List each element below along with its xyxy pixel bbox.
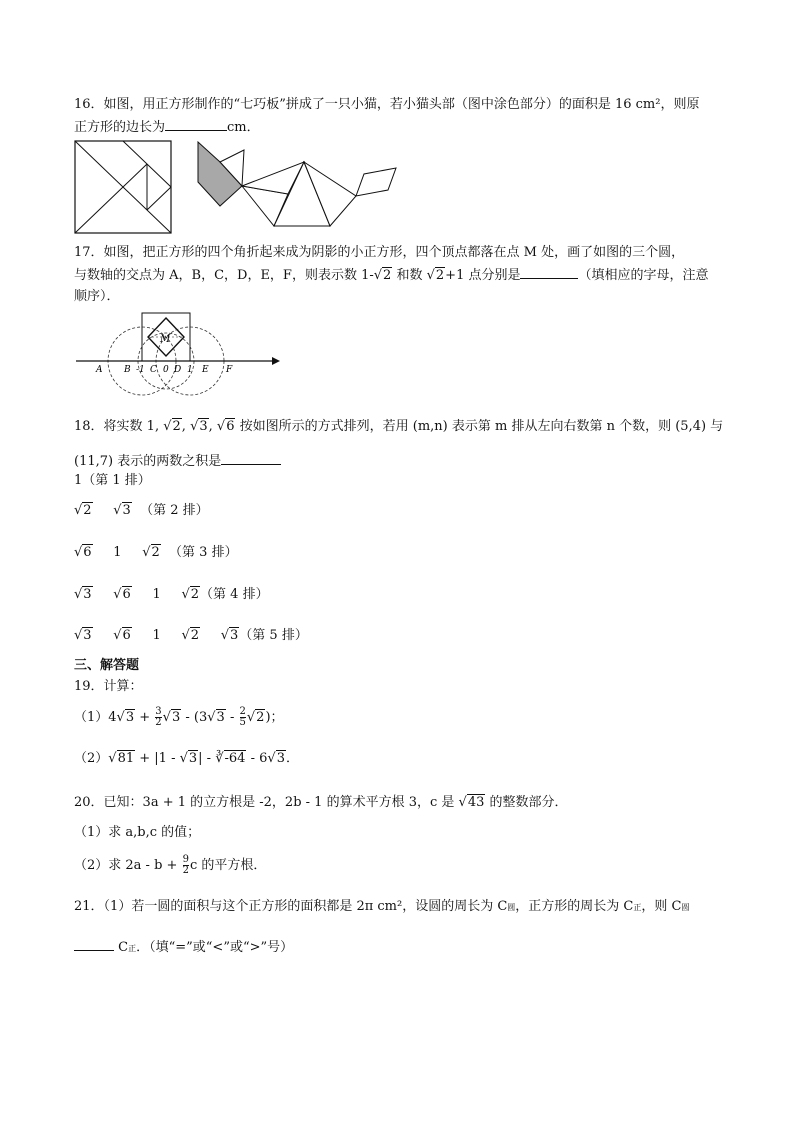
label-0: 0 [163, 365, 169, 375]
sqrt-symbol: √ [113, 503, 122, 518]
frac-den: 2 [182, 865, 189, 876]
q19-p2-s3: 3 [188, 751, 198, 766]
sqrt-symbol: √ [220, 628, 229, 643]
q16-text-b: 正方形的边长为 [74, 120, 166, 135]
q17-line2-a: 与数轴的交点为 A，B，C，D，E，F，则表示数 1- [74, 268, 374, 283]
q20-part1 [74, 824, 200, 842]
row4-v1: 3 [83, 587, 92, 602]
sqrt-symbol: √ [74, 503, 83, 518]
q16-text-a: 16．如图，用正方形制作的“七巧板”拼成了一只小猫，若小猫头部（图中涂色部分）的面积是 16 cm²，则原 [74, 97, 700, 112]
tangram-right-cut [147, 187, 171, 210]
row2-v2: 3 [122, 503, 131, 518]
q18-row3 [74, 544, 238, 562]
sqrt-symbol: √ [74, 628, 83, 643]
answer-blank-q21[interactable] [74, 938, 114, 951]
q21-line2-a: C [114, 940, 129, 955]
row4-v2: 6 [122, 587, 131, 602]
frac-den: 2 [155, 717, 162, 728]
q20-line1 [74, 794, 568, 812]
q20-p1: （1）求 a,b,c 的值； [74, 825, 201, 840]
sqrt-symbol: √ [216, 419, 226, 434]
q17-line2-c: +1 点分别是 [445, 268, 521, 283]
cat-tail-tip [356, 168, 396, 196]
frac-num: 3 [155, 706, 162, 717]
row4-label: （第 4 排） [200, 587, 269, 602]
q21-line2-b: ．（填“=”或“<”或“>”号） [136, 940, 294, 955]
q16-line2 [74, 118, 260, 137]
frac-num: 2 [239, 706, 246, 717]
sqrt-symbol: √ [179, 751, 188, 766]
q21-line2 [74, 938, 293, 958]
number-line-labels [95, 365, 233, 375]
q19-p2-e: ． [285, 751, 299, 766]
q19-p1-s3: 3 [216, 710, 225, 725]
q16-text-c: cm． [227, 120, 260, 135]
q18-row2 [74, 502, 209, 520]
sqrt-symbol: √ [267, 751, 276, 766]
sqrt-symbol: √ [74, 545, 83, 560]
q19-title: 19．计算： [74, 679, 143, 694]
q17-line1 [74, 244, 684, 262]
row3-label: （第 3 排） [169, 545, 238, 560]
q17-line3-text: 顺序）． [74, 289, 120, 304]
row5-v2: 6 [122, 628, 131, 643]
sqrt-symbol: √ [162, 710, 171, 725]
q17-line1-text: 17．如图，把正方形的四个角折起来成为阴影的小正方形，四个顶点都落在点 M 处，画了如图的三个圆， [74, 245, 685, 260]
q17-line3 [74, 288, 120, 306]
sqrt-symbol: √ [246, 710, 256, 725]
q17-line2-d: （填相应的字母，注意 [578, 268, 709, 283]
sqrt-symbol: √ [181, 628, 190, 643]
q18-row1 [74, 472, 151, 490]
q20-p2-b: c 的平方根． [189, 858, 267, 873]
sqrt-symbol: √ [74, 587, 83, 602]
q19-p1-s2: 3 [171, 710, 181, 725]
label-b: B [124, 365, 131, 375]
q19-p2-cbrt: -64 [224, 751, 246, 766]
label-f: F [226, 365, 233, 375]
subscript-zheng-2: 正 [128, 944, 137, 953]
sqrt-symbol: √ [163, 419, 172, 434]
fraction-3-2 [155, 707, 161, 728]
label-a: A [96, 365, 103, 375]
q21-line1-a: 21．（1）若一圆的面积与这个正方形的面积都是 2π cm²，设圆的周长为 C [74, 899, 508, 914]
sqrt-symbol: √ [108, 751, 117, 766]
q21-line1-c: ，则 C [641, 899, 682, 914]
q19-p2-d: - 6 [246, 751, 268, 766]
sqrt-symbol: √ [190, 419, 199, 434]
q16-line1 [74, 96, 699, 114]
subscript-yuan: 圆 [507, 903, 516, 912]
label-d: D [174, 365, 182, 375]
sqrt-symbol: √ [207, 710, 216, 725]
row4-v3: 1 [152, 587, 161, 602]
q20-line1-a: 20．已知：3a + 1 的立方根是 -2，2b - 1 的算术平方根 3，c 是 [74, 795, 459, 810]
q19-part1 [74, 704, 284, 732]
q18-line2 [74, 452, 281, 471]
tangram-cat-figure [196, 140, 406, 228]
q18-sqrt6: 6 [226, 419, 235, 434]
sqrt-symbol: √ [113, 587, 122, 602]
frac-num: 9 [182, 854, 189, 865]
sqrt-symbol: √ [142, 545, 151, 560]
row3-v2: 1 [113, 545, 122, 560]
row3-v1: 6 [83, 545, 92, 560]
cbrt-symbol: ∛ [215, 751, 224, 766]
q18-row5 [74, 627, 308, 645]
q19-p2-s3b: 3 [276, 751, 285, 766]
answer-blank-q17[interactable] [520, 266, 578, 279]
q18-line1-b: 按如图所示的方式排列，若用 (m,n) 表示第 m 排从左向右数第 n 个数，则 (5,4) 与 [235, 419, 724, 434]
q19-p1-s1: 3 [125, 710, 135, 725]
row5-label: （第 5 排） [239, 628, 308, 643]
q19-p2-s81: 81 [117, 751, 135, 766]
q19-p2-c: | - [198, 751, 216, 766]
sqrt-symbol: √ [458, 795, 467, 810]
row2-label: （第 2 排） [140, 503, 209, 518]
sqrt-symbol: √ [116, 710, 125, 725]
q19-p1-b: + [135, 710, 155, 725]
sqrt-symbol: √ [113, 628, 122, 643]
q18-line1: 18．将实数 1, √2, √3, √6 按如图所示的方式排列，若用 (m,n) 表示第 m 排从左向右数第 n 个数，则 (5,4) 与 [74, 419, 724, 434]
q17-line2-b: 和数 [392, 268, 427, 283]
q19-part2 [74, 750, 299, 768]
q19-p1-e: )； [265, 710, 284, 725]
number-line-arrow [272, 357, 280, 365]
q18-line2-text: (11,7) 表示的两数之积是 [74, 454, 222, 469]
tangram-mid-cut [123, 164, 147, 187]
q20-part2 [74, 852, 266, 880]
sqrt-symbol: √ [426, 268, 435, 283]
q19-p1-s4: 2 [256, 710, 265, 725]
label-1: 1 [187, 365, 193, 375]
row5-v3: 1 [152, 628, 161, 643]
q21-line1-b: ，正方形的周长为 C [515, 899, 634, 914]
q18-sqrt2: 2 [172, 419, 181, 434]
q20-p2-a: （2）求 2a - b + [74, 858, 182, 873]
row4-v4: 2 [190, 587, 200, 602]
q19-p2-a: （2） [74, 751, 109, 766]
section-heading [74, 657, 139, 675]
label-c: C [150, 365, 157, 375]
q18-row4 [74, 586, 269, 604]
q17-line2 [74, 266, 708, 285]
point-m-label: M [160, 334, 171, 345]
row2-v1: 2 [83, 503, 92, 518]
sqrt-symbol: √ [373, 268, 383, 283]
q17-sqrt-1: 2 [383, 268, 392, 283]
q19-title-line [74, 678, 143, 696]
row5-v5: 3 [230, 628, 239, 643]
q19-p1-a: （1）4 [74, 710, 117, 725]
frac-den: 5 [239, 717, 246, 728]
tangram-square-figure [74, 140, 172, 234]
fraction-9-2 [183, 855, 189, 876]
q19-p1-c: - (3 [181, 710, 208, 725]
row5-v1: 3 [83, 628, 92, 643]
tangram-half-diagonal [75, 187, 123, 233]
row1-text: 1（第 1 排） [74, 473, 151, 488]
row3-v3: 2 [151, 545, 160, 560]
q19-p1-d: - [225, 710, 239, 725]
q19-p2-b: + |1 - [135, 751, 180, 766]
fraction-2-5 [240, 707, 246, 728]
q17-sqrt-2: 2 [435, 268, 445, 283]
subscript-yuan-2: 圆 [681, 903, 690, 912]
q18-sqrt3: 3 [199, 419, 208, 434]
answer-blank-q16[interactable] [165, 118, 227, 131]
q21-line1 [74, 898, 689, 917]
answer-blank-q18[interactable] [221, 452, 281, 465]
subscript-zheng: 正 [633, 903, 642, 912]
sqrt-symbol: √ [181, 587, 190, 602]
label-neg1: -1 [136, 365, 145, 375]
row5-v4: 2 [190, 628, 200, 643]
q18-line1-a: 18．将实数 1, [74, 419, 164, 434]
label-e: E [202, 365, 209, 375]
number-line-figure [74, 310, 280, 382]
q20-sqrt43: 43 [467, 795, 485, 810]
section3-title: 三、解答题 [74, 658, 140, 673]
q20-line1-b: 的整数部分． [485, 795, 568, 810]
